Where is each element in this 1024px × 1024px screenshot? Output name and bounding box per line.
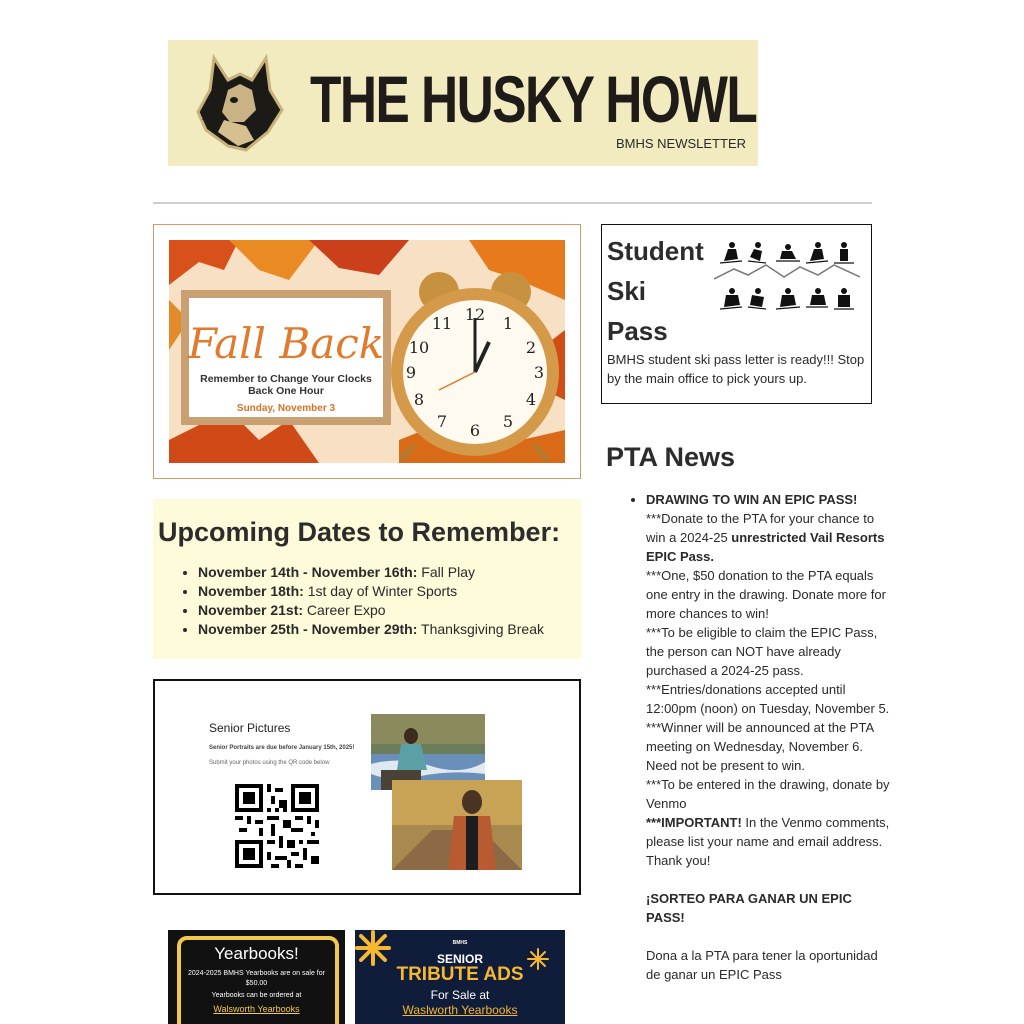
yearbooks-ad [168,930,345,1024]
svg-text:12: 12 [464,305,486,324]
pta-news-list [626,490,890,984]
fall-back-date: Sunday, November 3 [236,403,336,414]
newsletter-banner [168,40,758,166]
pta-drawing-heading: DRAWING TO WIN AN EPIC PASS! [646,492,858,507]
yearbooks-price: $50.00 [245,980,268,987]
tribute-senior: SENIOR [436,952,483,966]
tribute-school: BMHS [452,940,468,946]
ski-pass-title: Student Ski Pass [607,236,704,346]
svg-text:4: 4 [525,390,537,409]
ski-pass-text: BMHS student ski pass letter is ready!!! Stop by the main office to pick yours up. [607,352,865,386]
yearbooks-line3: Yearbooks can be ordered at [211,992,302,999]
fall-back-headline: Fall Back [187,319,385,368]
header-divider [153,202,872,204]
svg-text:5: 5 [502,412,514,431]
upcoming-dates-list [178,563,544,639]
ski-pass-card [601,224,872,404]
svg-text:6: 6 [469,421,481,440]
pta-news-title: PTA News [606,442,736,472]
skiers-icon [714,235,860,315]
upcoming-dates-section [153,499,581,659]
svg-text:8: 8 [413,390,425,409]
pta-sorteo-heading: ¡SORTEO PARA GANAR UN EPIC PASS! [646,891,852,925]
list-item: • November 14th - November 16th: Fall Play [198,563,544,582]
tribute-for-sale: For Sale at [430,988,490,1002]
svg-text:3: 3 [533,363,545,382]
tribute-ads-title: TRIBUTE ADS [396,964,524,985]
list-item: • November 21st: Career Expo [198,601,544,620]
svg-text:9: 9 [405,363,417,382]
fall-back-line1: Remember to Change Your Clocks [200,373,372,385]
senior-pictures-submit: Submit your photos using the QR code below [209,760,330,766]
newsletter-subtitle: BMHS NEWSLETTER [615,136,746,151]
senior-photo-bridge [392,780,522,870]
fall-back-card [153,224,581,479]
svg-text:11: 11 [431,314,453,333]
tribute-ads-ad [355,930,565,1024]
senior-pictures-due: Senior Portraits are due before January 15th, 2025! [209,745,355,751]
list-item: • November 18th: 1st day of Winter Sports [198,582,544,601]
walsworth-yearbooks-link[interactable]: Walsworth Yearbooks [213,1004,300,1014]
yearbooks-line1: 2024-2025 BMHS Yearbooks are on sale for [188,970,325,977]
svg-text:7: 7 [436,412,448,431]
senior-pictures-title: Senior Pictures [209,721,291,735]
yearbooks-title: Yearbooks! [214,944,299,963]
svg-text:1: 1 [502,314,514,333]
list-item: • DRAWING TO WIN AN EPIC PASS! ***Donate to the PTA for your chance to win a 2024-25 unrestricted Vail Resorts EPIC Pass. ***One, $50 donation to the PTA equals one entry in the drawing. Donate more for more chances to win! ***To be eligible to claim the EPIC Pass, the person can NOT have already purchased a 2024-25 pass. ***Entries/donations accepted until 12:00pm (noon) on Tuesday, November 5. ***Winner will be announced at the PTA meeting on Wednesday, November 6. Need not be present to win. ***To be entered in the drawing, donate by Venmo ***IMPORTANT! In the Venmo comments, please list your name and email address. Thank you! ¡SORTEO PARA GANAR UN EPIC PASS! Dona a la PTA para tener la oportunidad de ganar un EPIC Pass [646,490,890,984]
waslworth-yearbooks-link[interactable]: Waslworth Yearbooks [402,1003,518,1017]
upcoming-dates-title: Upcoming Dates to Remember: [158,517,561,547]
qr-code-icon[interactable] [235,784,319,868]
newsletter-title: THE HUSKY HOWL [310,62,757,136]
svg-text:10: 10 [408,338,430,357]
senior-photo-river [371,714,485,790]
senior-pictures-card [153,679,581,895]
fall-back-line2: Back One Hour [248,385,324,397]
svg-text:2: 2 [525,338,537,357]
list-item: • November 25th - November 29th: Thanksgiving Break [198,620,544,639]
fall-back-image [169,240,565,463]
husky-logo-icon [194,50,286,156]
